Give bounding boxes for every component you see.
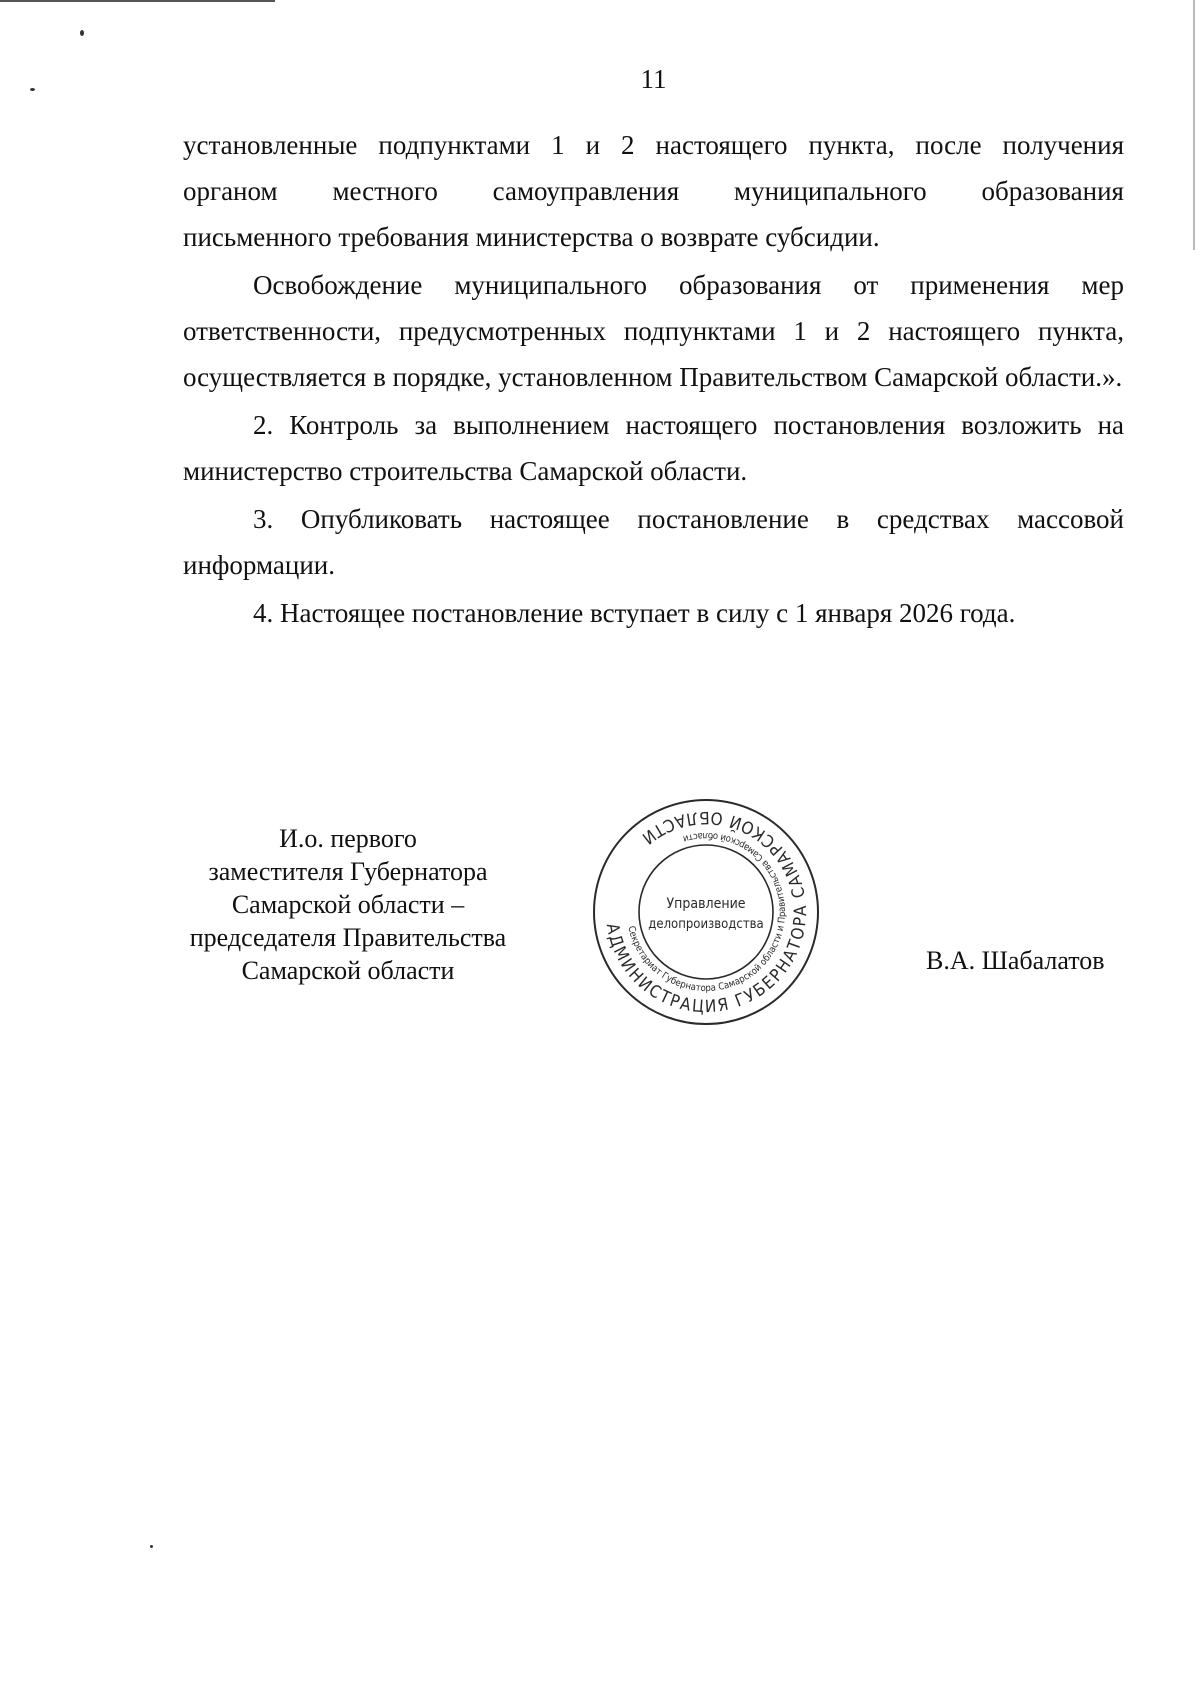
seal-center-line-2: делопроизводства [648,917,764,932]
signer-title-line: Самарской области – [231,890,465,919]
seal-text [602,807,811,1017]
paragraph-1-line-1: установленные подпунктами 1 и 2 настоящего пункта, после получения [183,130,1124,160]
seal-outer-textpath: АДМИНИСТРАЦИЯ ГУБЕРНАТОРА САМАРСКОЙ ОБЛАСТИ [601,806,812,1018]
paragraph-3: 2. Контроль за выполнением настоящего постановления возложить на министерство строительства Самарской области. [183,410,1124,486]
page-number: 11 [640,64,667,94]
word: самоуправления [492,176,680,206]
official-seal-stamp [592,798,820,1026]
document-body [183,122,1124,636]
signer-title-line: И.о. первого [279,824,417,853]
seal-center-line-1: Управление [666,896,746,912]
scan-speck [80,30,84,36]
word: органом [183,176,278,206]
scan-edge-top [0,0,275,2]
paragraph-1-line-3: письменного требования министерства о возврате субсидии. [183,222,880,252]
word: образования [981,176,1124,206]
scan-edge-right [1193,0,1195,250]
signer-title-line: заместителя Губернатора [208,857,488,886]
word: муниципального [733,176,927,206]
seal-middle-textpath: Секретариат Губернатора Самарской области и Правительства Самарской области [625,829,789,995]
paragraph-2: Освобождение муниципального образования от применения мер ответственности, предусмотренных подпунктами 1 и 2 настоящего пункта, осуществляется в порядке, установленном Правительством Самарской области.». [183,270,1124,392]
scan-speck [150,1545,153,1548]
paragraph-1-line-2 [183,168,1124,214]
signer-name: В.А. Шабалатов [926,946,1105,975]
seal-middle-text [625,830,788,994]
signer-title-line: председателя Правительства [189,923,507,952]
word: местного [332,176,438,206]
paragraph-5: 4. Настоящее постановление вступает в силу с 1 января 2026 года. [253,598,1016,628]
signer-title-line: Самарской области [241,956,455,985]
seal-inner-ring [639,845,773,979]
paragraph-4: 3. Опубликовать настоящее постановление в средствах массовой информации. [183,504,1124,580]
signer-title [160,822,536,987]
